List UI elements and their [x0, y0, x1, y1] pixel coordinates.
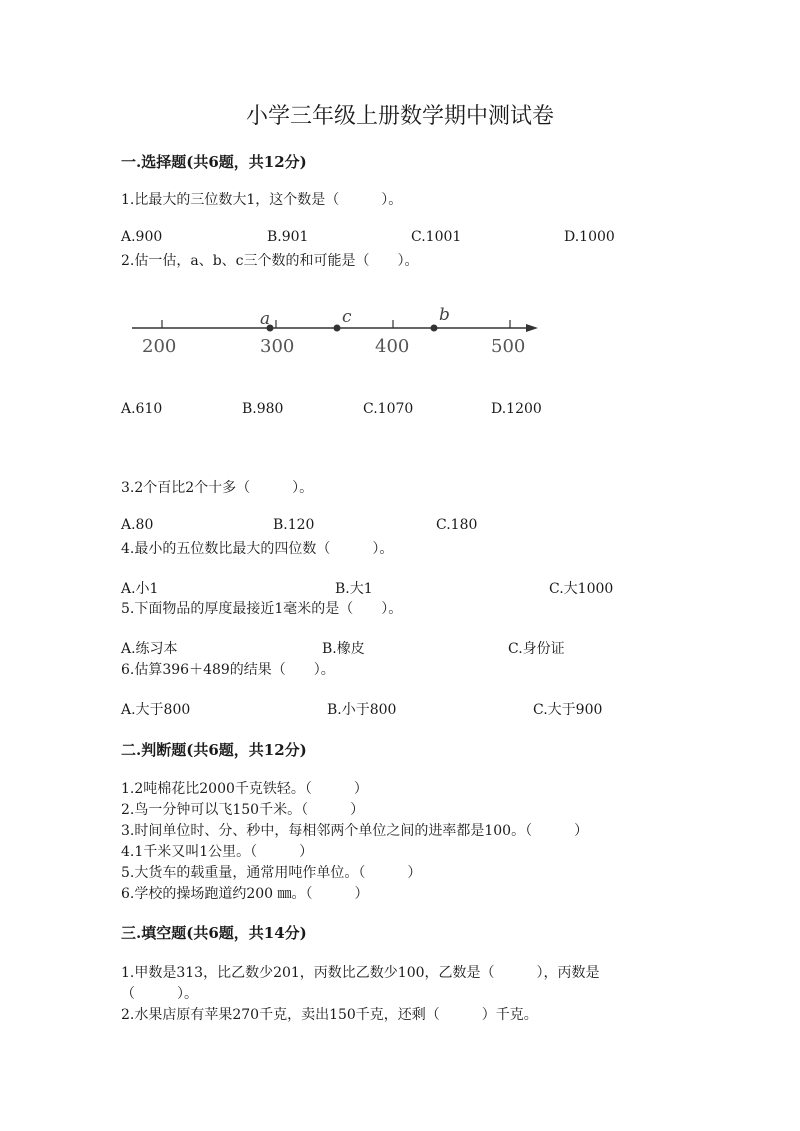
tick-label-200: 200 — [142, 336, 177, 357]
question-2-option-a: A.610 — [121, 401, 163, 417]
number-line-arrow-icon — [526, 324, 538, 332]
question-5-stem: 5.下面物品的厚度最接近1毫米的是（ ）。 — [121, 601, 403, 617]
judgment-item-5: 5.大货车的载重量，通常用吨作单位。（ ） — [121, 865, 422, 881]
question-2-option-d: D.1200 — [491, 401, 542, 417]
question-5-option-a: A.练习本 — [121, 641, 178, 657]
question-6-stem: 6.估算396＋489的结果（ ）。 — [121, 662, 335, 678]
point-label-c: c — [342, 307, 352, 327]
question-3-option-b: B.120 — [273, 517, 315, 533]
tick-label-300: 300 — [260, 336, 295, 357]
section-heading-fill: 三.填空题(共6题，共14分) — [121, 924, 307, 942]
section-heading-judgment: 二.判断题(共6题，共12分) — [121, 741, 307, 759]
point-b — [431, 325, 438, 332]
judgment-item-1: 1.2吨棉花比2000千克铁轻。（ ） — [121, 781, 368, 797]
question-6-option-a: A.大于800 — [121, 702, 191, 718]
question-2-option-c: C.1070 — [363, 401, 414, 417]
judgment-item-3: 3.时间单位时、分、秒中，每相邻两个单位之间的进率都是100。（ ） — [121, 823, 589, 839]
question-1-option-c: C.1001 — [411, 229, 462, 245]
point-label-a: a — [260, 309, 271, 329]
question-3-stem: 3.2个百比2个十多（ ）。 — [121, 480, 314, 496]
question-6-option-c: C.大于900 — [533, 702, 603, 718]
question-2-stem: 2.估一估，a、b、c三个数的和可能是（ ）。 — [121, 253, 419, 269]
question-1-option-b: B.901 — [267, 229, 309, 245]
question-6-option-b: B.小于800 — [327, 702, 397, 718]
question-3-option-a: A.80 — [121, 517, 154, 533]
fill-item-2: 2.水果店原有苹果270千克，卖出150千克，还剩（ ）千克。 — [121, 1007, 538, 1023]
question-4-option-b: B.大1 — [335, 581, 373, 597]
judgment-item-4: 4.1千米又叫1公里。（ ） — [121, 844, 314, 860]
judgment-item-2: 2.鸟一分钟可以飞150千米。（ ） — [121, 802, 365, 818]
judgment-item-6: 6.学校的操场跑道约200 ㎜。（ ） — [121, 886, 369, 902]
question-1-stem: 1.比最大的三位数大1，这个数是（ ）。 — [121, 192, 403, 208]
number-line-figure — [120, 300, 550, 362]
question-1-option-d: D.1000 — [564, 229, 615, 245]
tick-label-500: 500 — [491, 336, 526, 357]
question-2-option-b: B.980 — [242, 401, 284, 417]
question-5-option-b: B.橡皮 — [322, 641, 365, 657]
tick-label-400: 400 — [375, 336, 410, 357]
point-c — [334, 325, 341, 332]
point-label-b: b — [439, 305, 450, 325]
fill-item-1: 1.甲数是313，比乙数少201，丙数比乙数少100，乙数是（ ），丙数是 — [121, 965, 600, 981]
question-3-option-c: C.180 — [436, 517, 478, 533]
question-4-option-a: A.小1 — [121, 581, 159, 597]
section-heading-choice: 一.选择题(共6题，共12分) — [121, 153, 307, 171]
question-4-option-c: C.大1000 — [549, 581, 614, 597]
question-4-stem: 4.最小的五位数比最大的四位数（ ）。 — [121, 541, 394, 557]
question-1-option-a: A.900 — [121, 229, 163, 245]
page-title: 小学三年级上册数学期中测试卷 — [245, 104, 554, 129]
question-5-option-c: C.身份证 — [508, 641, 565, 657]
fill-item-1-continued: （ ）。 — [121, 986, 198, 1002]
